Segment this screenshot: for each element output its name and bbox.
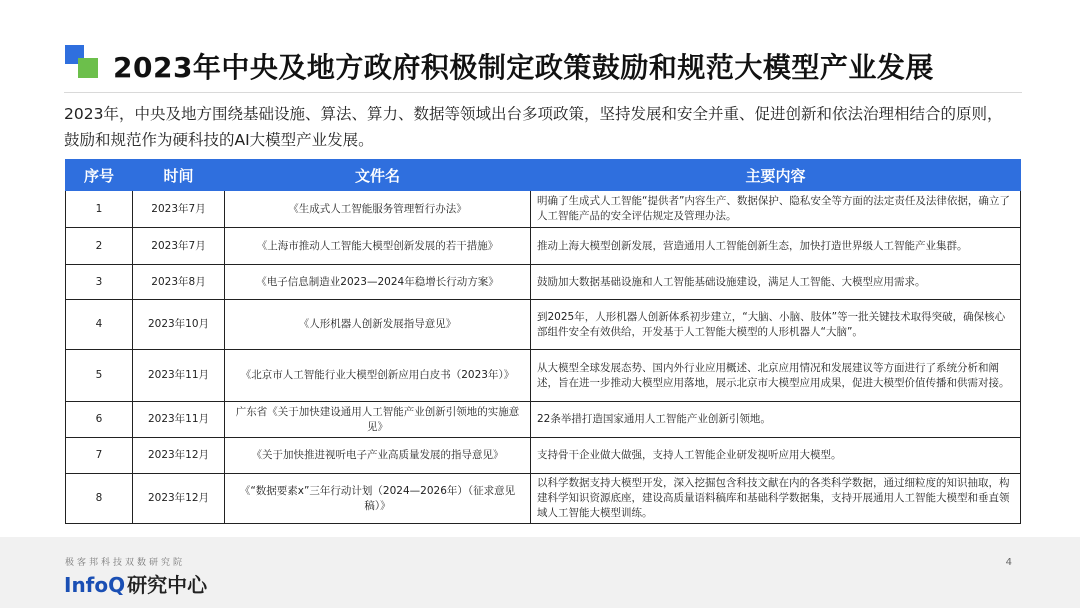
header-date: 时间	[133, 160, 225, 191]
slide-footer	[0, 537, 1080, 608]
row-content: 以科学数据支持大模型开发，深入挖掘包含科技文献在内的各类科学数据，通过细粒度的知识抽取，构建科学知识资源底座，建设高质量语料稿库和基础科学数据集，支持开展通用人工智能大模型和垂直领域人工智能大模型训练。	[531, 474, 1021, 524]
row-document: 广东省《关于加快建设通用人工智能产业创新引领地的实施意见》	[225, 402, 531, 438]
row-date: 2023年7月	[133, 228, 225, 265]
row-number: 4	[66, 300, 133, 350]
policy-table	[65, 159, 1021, 524]
row-number: 1	[66, 191, 133, 228]
green-square-icon	[78, 58, 98, 78]
row-number: 5	[66, 350, 133, 402]
row-document: 《人形机器人创新发展指导意见》	[225, 300, 531, 350]
row-date: 2023年11月	[133, 402, 225, 438]
intro-paragraph	[64, 101, 1024, 153]
row-document: 《生成式人工智能服务管理暂行办法》	[225, 191, 531, 228]
table-row	[66, 228, 1021, 265]
page-number: 4	[1005, 557, 1012, 568]
table-row	[66, 265, 1021, 300]
header-document: 文件名	[225, 160, 531, 191]
header-content: 主要内容	[531, 160, 1021, 191]
table-header-row	[66, 160, 1021, 191]
row-number: 6	[66, 402, 133, 438]
row-document: 《北京市人工智能行业大模型创新应用白皮书（2023年）》	[225, 350, 531, 402]
row-document: 《“数据要素x”三年行动计划（2024—2026年）（征求意见稿）》	[225, 474, 531, 524]
intro-line-2: 鼓励和规范作为硬科技的AI大模型产业发展。	[64, 131, 374, 149]
table-row	[66, 474, 1021, 524]
infoq-logo	[64, 569, 207, 598]
row-date: 2023年12月	[133, 474, 225, 524]
row-number: 3	[66, 265, 133, 300]
row-date: 2023年7月	[133, 191, 225, 228]
footer-subtitle: 极客邦科技双数研究院	[65, 558, 186, 568]
slide-logo-icon	[65, 45, 99, 79]
row-document: 《上海市推动人工智能大模型创新发展的若干措施》	[225, 228, 531, 265]
table-row	[66, 402, 1021, 438]
table-row	[66, 300, 1021, 350]
row-number: 7	[66, 438, 133, 474]
row-number: 8	[66, 474, 133, 524]
row-content: 22条举措打造国家通用人工智能产业创新引领地。	[531, 402, 1021, 438]
row-number: 2	[66, 228, 133, 265]
row-content: 鼓励加大数据基础设施和人工智能基础设施建设，满足人工智能、大模型应用需求。	[531, 265, 1021, 300]
table-row	[66, 350, 1021, 402]
slide-title: 2023年中央及地方政府积极制定政策鼓励和规范大模型产业发展	[113, 51, 934, 84]
brand-name: InfoQ	[64, 573, 126, 597]
row-document: 《电子信息制造业2023—2024年稳增长行动方案》	[225, 265, 531, 300]
row-content: 推动上海大模型创新发展，营造通用人工智能创新生态，加快打造世界级人工智能产业集群。	[531, 228, 1021, 265]
table-row	[66, 191, 1021, 228]
row-date: 2023年12月	[133, 438, 225, 474]
header-number: 序号	[66, 160, 133, 191]
row-content: 明确了生成式人工智能“提供者”内容生产、数据保护、隐私安全等方面的法定责任及法律依据，确立了人工智能产品的安全评估规定及管理办法。	[531, 191, 1021, 228]
brand-cn: 研究中心	[127, 573, 208, 597]
table-row	[66, 438, 1021, 474]
row-date: 2023年8月	[133, 265, 225, 300]
row-content: 到2025年，人形机器人创新体系初步建立，“大脑、小脑、肢体”等一批关键技术取得突破，确保核心部组件安全有效供给，开发基于人工智能大模型的人形机器人“大脑”。	[531, 300, 1021, 350]
row-content: 从大模型全球发展态势、国内外行业应用概述、北京应用情况和发展建议等方面进行了系统分析和阐述，旨在进一步推动大模型应用落地，展示北京市大模型应用成果，促进大模型价值传播和供需对接。	[531, 350, 1021, 402]
row-date: 2023年10月	[133, 300, 225, 350]
row-content: 支持骨干企业做大做强，支持人工智能企业研发视听应用大模型。	[531, 438, 1021, 474]
intro-line-1: 2023年，中央及地方围绕基础设施、算法、算力、数据等领域出台多项政策，坚持发展和安全并重、促进创新和依法治理相结合的原则，	[64, 105, 1003, 123]
row-date: 2023年11月	[133, 350, 225, 402]
title-divider	[64, 92, 1022, 93]
row-document: 《关于加快推进视听电子产业高质量发展的指导意见》	[225, 438, 531, 474]
